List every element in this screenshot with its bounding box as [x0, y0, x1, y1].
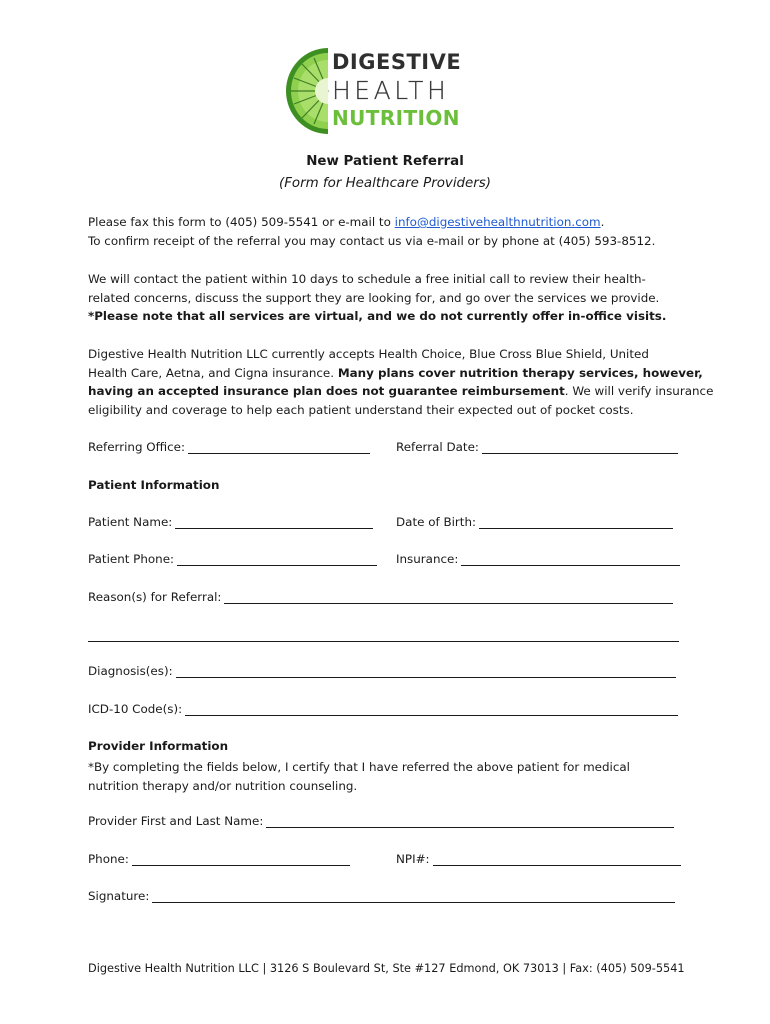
npi-field[interactable] [396, 852, 681, 866]
reasons-field[interactable] [88, 590, 673, 604]
provider-information-heading: Provider Information [88, 739, 229, 753]
insurance-label: Insurance: [396, 552, 459, 566]
date-of-birth-label: Date of Birth: [396, 515, 476, 529]
insurance-line-1: Digestive Health Nutrition LLC currently accepts Health Choice, Blue Cross Blue Shield, United [88, 347, 649, 361]
icd10-field[interactable] [88, 702, 678, 716]
patient-phone-field[interactable] [88, 552, 377, 566]
referral-date-input[interactable] [482, 442, 678, 454]
form-subtitle: (Form for Healthcare Providers) [279, 176, 491, 191]
icd10-input[interactable] [185, 704, 678, 716]
patient-name-field[interactable] [88, 515, 373, 529]
footer-address: Digestive Health Nutrition LLC | 3126 S Boulevard St, Ste #127 Edmond, OK 73013 | Fax: (405) 509-5541 [88, 962, 685, 975]
signature-input[interactable] [152, 891, 675, 903]
confirm-text: To confirm receipt of the referral you may contact us via e-mail or by phone at (405) 593-8512. [88, 233, 656, 248]
logo-line-3: NUTRITION [332, 106, 460, 130]
referring-office-field[interactable] [88, 440, 370, 454]
date-of-birth-field[interactable] [396, 515, 673, 529]
insurance-line-3-bold: having an accepted insurance plan does not guarantee reimbursement [88, 384, 565, 399]
provider-name-field[interactable] [88, 814, 674, 828]
patient-phone-label: Patient Phone: [88, 552, 175, 566]
icd10-label: ICD-10 Code(s): [88, 702, 183, 716]
diagnoses-input[interactable] [176, 666, 676, 678]
logo-line-2: HEALTH [332, 76, 450, 105]
contact-paragraph [88, 270, 688, 326]
logo-line-1: DIGESTIVE [332, 50, 462, 74]
company-logo [284, 44, 484, 136]
date-of-birth-input[interactable] [479, 517, 673, 529]
npi-input[interactable] [433, 854, 681, 866]
virtual-note: *Please note that all services are virtual, and we do not currently offer in-office visits. [88, 309, 667, 324]
referring-office-label: Referring Office: [88, 440, 185, 454]
fax-text: Please fax this form to (405) 509-5541 or e-mail to [88, 215, 395, 229]
kiwi-slice-icon [284, 48, 330, 134]
provider-phone-input[interactable] [132, 854, 350, 866]
referral-date-field[interactable] [396, 440, 678, 454]
certify-statement [88, 758, 688, 795]
signature-field[interactable] [88, 889, 675, 903]
certify-line-2: nutrition therapy and/or nutrition counseling. [88, 778, 358, 793]
provider-phone-field[interactable] [88, 852, 350, 866]
email-link[interactable]: info@digestivehealthnutrition.com [394, 215, 601, 229]
provider-name-input[interactable] [266, 816, 674, 828]
reasons-label: Reason(s) for Referral: [88, 590, 222, 604]
contact-line-2: related concerns, discuss the support they are looking for, and go over the services we provide. [88, 290, 660, 305]
insurance-field[interactable] [396, 552, 680, 566]
contact-line-1: We will contact the patient within 10 days to schedule a free initial call to review their health- [88, 272, 646, 286]
certify-line-1: *By completing the fields below, I certify that I have referred the above patient for medical [88, 760, 630, 774]
diagnoses-field[interactable] [88, 664, 676, 678]
insurance-input[interactable] [461, 554, 680, 566]
referral-date-label: Referral Date: [396, 440, 479, 454]
form-title: New Patient Referral [306, 154, 464, 169]
insurance-line-2-bold: Many plans cover nutrition therapy services, however, [337, 365, 703, 380]
signature-label: Signature: [88, 889, 150, 903]
referring-office-input[interactable] [188, 442, 370, 454]
insurance-line-2: Health Care, Aetna, and Cigna insurance. [88, 365, 338, 380]
provider-name-label: Provider First and Last Name: [88, 814, 264, 828]
npi-label: NPI#: [396, 852, 430, 866]
insurance-line-4: eligibility and coverage to help each patient understand their expected out of pocket costs. [88, 402, 634, 417]
diagnoses-label: Diagnosis(es): [88, 664, 173, 678]
patient-phone-input[interactable] [177, 554, 377, 566]
provider-phone-label: Phone: [88, 852, 129, 866]
patient-name-label: Patient Name: [88, 515, 173, 529]
patient-information-heading: Patient Information [88, 478, 220, 492]
reasons-input[interactable] [224, 592, 673, 604]
fax-instructions [88, 213, 688, 250]
insurance-paragraph [88, 345, 714, 419]
fax-suffix: . [600, 215, 605, 229]
insurance-line-3: . We will verify insurance [564, 384, 714, 399]
patient-name-input[interactable] [175, 517, 373, 529]
reasons-continuation-line[interactable] [88, 641, 679, 642]
